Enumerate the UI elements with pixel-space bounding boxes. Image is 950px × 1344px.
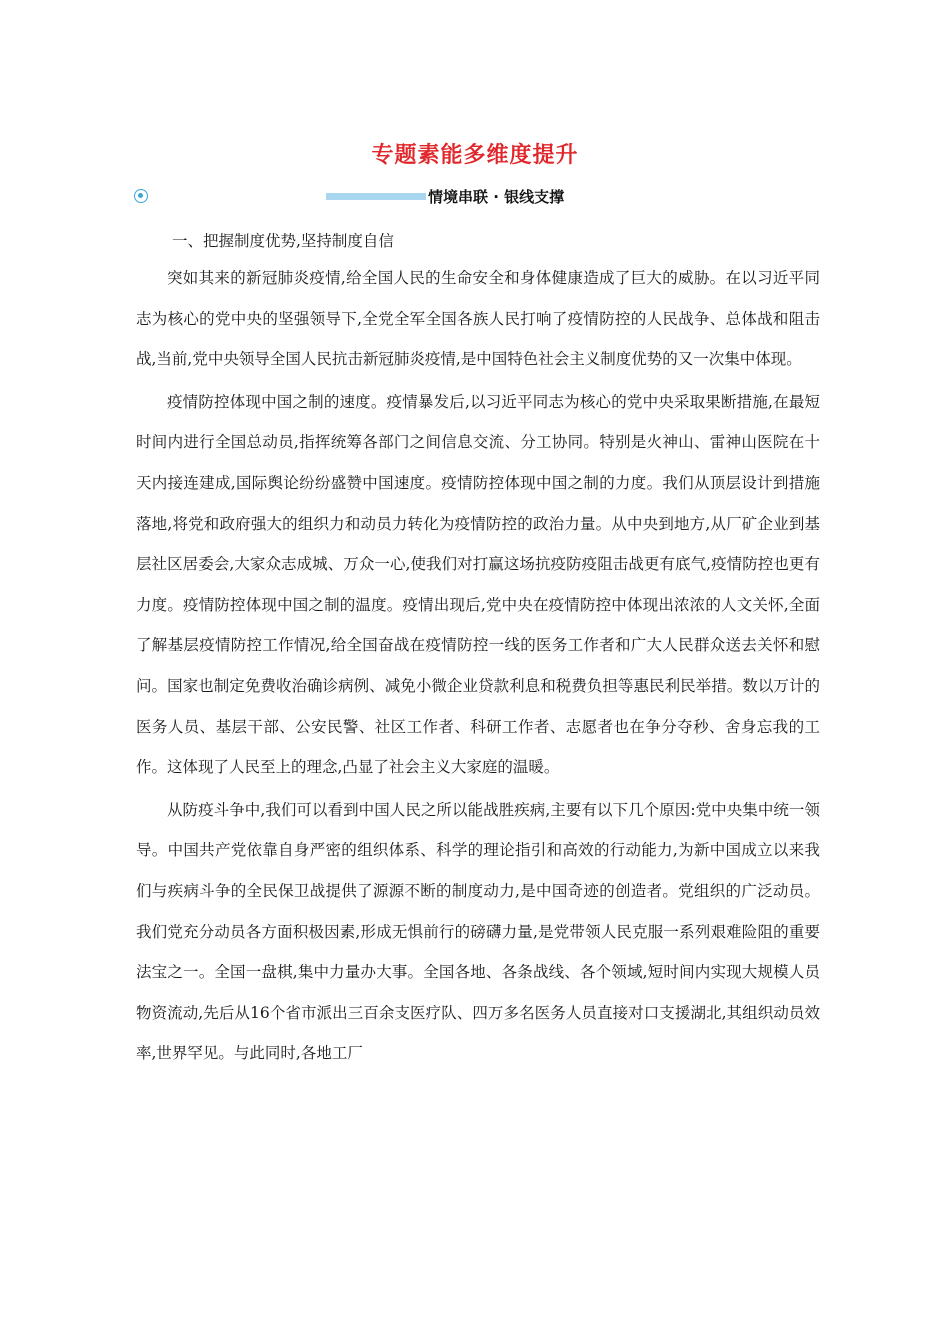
target-icon [134, 189, 148, 203]
paragraph: 突如其来的新冠肺炎疫情,给全国人民的生命安全和身体健康造成了巨大的威胁。在以习近平同志为核心的党中央的坚强领导下,全党全军全国各族人民打响了疫情防控的人民战争、总体战和阻击战,当前,党中央领导全国人民抗击新冠肺炎疫情,是中国特色社会主义制度优势的又一次集中体现。 [136, 269, 820, 369]
section-heading: 一、把握制度优势,坚持制度自信 [172, 232, 394, 250]
page-title: 专题素能多维度提升 [371, 143, 579, 168]
paragraph: 从防疫斗争中,我们可以看到中国人民之所以能战胜疾病,主要有以下几个原因:党中央集中统一领导。中国共产党依靠自身严密的组织体系、科学的理论指引和高效的行动能力,为新中国成立以来我们与疾病斗争的全民保卫战提供了源源不断的制度动力,是中国奇迹的创造者。党组织的广泛动员。我们党充分动员各方面积极因素,形成无惧前行的磅礴力量,是党带领人民克服一系列艰难险阻的重要法宝之一。全国一盘棋,集中力量办大事。全国各地、各条战线、各个领域,短时间内实现大规模人员物资流动,先后从16个省市派出三百余支医疗队、四万多名医务人员直接对口支援湖北,其组织动员效率,世界罕见。与此同时,各地工厂 [136, 800, 820, 1063]
body-text [136, 258, 820, 1076]
paragraph: 疫情防控体现中国之制的速度。疫情暴发后,以习近平同志为核心的党中央采取果断措施,在最短时间内进行全国总动员,指挥统筹各部门之间信息交流、分工协同。特别是火神山、雷神山医院在十天内接连建成,国际舆论纷纷盛赞中国速度。疫情防控体现中国之制的力度。我们从顶层设计到措施落地,将党和政府强大的组织力和动员力转化为疫情防控的政治力量。从中央到地方,从厂矿企业到基层社区居委会,大家众志成城、万众一心,使我们对打赢这场抗疫防疫阻击战更有底气,疫情防控也更有力度。疫情防控体现中国之制的温度。疫情出现后,党中央在疫情防控中体现出浓浓的人文关怀,全面了解基层疫情防控工作情况,给全国奋战在疫情防控一线的医务工作者和广大人民群众送去关怀和慰问。国家也制定免费收治确诊病例、减免小微企业贷款利息和税费负担等惠民利民举措。数以万计的医务人员、基层干部、公安民警、社区工作者、科研工作者、志愿者也在争分夺秒、舍身忘我的工作。这体现了人民至上的理念,凸显了社会主义大家庭的温暖。 [136, 392, 820, 777]
section-title: 情境串联 · 银线支撑 [428, 188, 565, 206]
section-banner [134, 184, 834, 210]
